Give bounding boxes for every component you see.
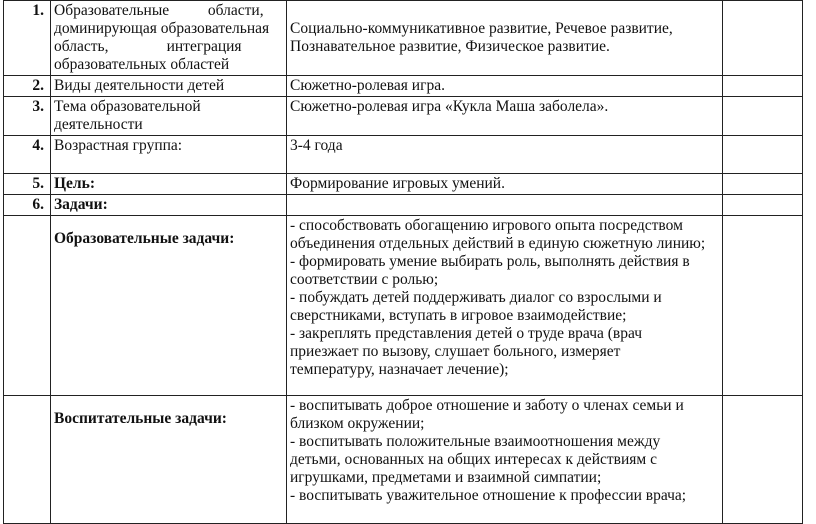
row-label [51,195,287,216]
label-line: деятельности [54,116,143,133]
empty-cell [4,216,51,396]
row-value: Сюжетно-ролевая игра «Кукла Маша заболела». [287,97,723,136]
empty-cell [287,195,723,216]
task-line: игрушками, предметами и взаимной симпатии; [290,469,602,486]
task-line: температуру, назначает лечение); [290,361,509,378]
task-line: - побуждать детей поддерживать диалог со взрослыми и [290,289,662,306]
table-row [4,216,803,396]
task-line: - формировать умение выбирать роль, выполнять действия в [290,253,690,270]
empty-cell [723,396,803,524]
row-number: 3. [4,97,51,136]
task-line: сверстниками, вступать в игровое взаимодействие; [290,307,627,324]
task-line: - закреплять представления детей о труде врача (врач [290,325,643,342]
row-value: 3-4 года [287,136,723,174]
edu-tasks-list [287,216,723,396]
empty-cell [4,396,51,524]
task-line: - способствовать обогащению игрового опыта посредством [290,217,683,234]
row-number: 1. [4,1,51,76]
row-value [287,1,723,76]
table-row [4,76,803,97]
empty-cell [723,216,803,396]
label-line: образовательных областей [54,56,230,73]
row-number: 6. [4,195,51,216]
empty-cell [723,136,803,174]
task-line: - воспитывать уважительное отношение к профессии врача; [290,487,687,504]
task-line: приезжает по вызову, слушает больного, измеряет [290,343,621,360]
row-label [51,216,287,396]
row-label: Возрастная группа: [51,136,287,174]
row-label [51,97,287,136]
task-line: детьми, основанных на общих интересах к действиям с [290,451,657,468]
vos-tasks-list [287,396,723,524]
empty-cell [723,195,803,216]
table-row [4,174,803,195]
vos-tasks-label: Воспитательные задачи: [54,410,227,427]
label-line: Тема образовательной [54,98,201,115]
task-line: - воспитывать положительные взаимоотношения между [290,433,661,450]
row-label [51,1,287,76]
task-line: - воспитывать доброе отношение и заботу о членах семьи и [290,397,684,414]
task-line: объединения отдельных действий в единую сюжетную линию; [290,235,706,252]
edu-tasks-label: Образовательные задачи: [54,230,235,247]
lesson-plan-table [3,0,803,524]
row-number: 2. [4,76,51,97]
task-line: близком окружении; [290,415,425,432]
table-row [4,1,803,76]
goal-label: Цель: [54,175,95,192]
row-label [51,396,287,524]
label-line: Образовательные области, [54,2,264,19]
task-line: соответствии с ролью; [290,271,439,288]
value-line: Социально-коммуникативное развитие, Речевое развитие, [290,20,673,37]
label-line: область, интеграция [54,38,242,55]
table-row [4,396,803,524]
row-number: 5. [4,174,51,195]
table-row [4,136,803,174]
table-row [4,195,803,216]
row-value: Формирование игровых умений. [287,174,723,195]
empty-cell [723,97,803,136]
row-number: 4. [4,136,51,174]
value-line: Познавательное развитие, Физическое развитие. [290,38,610,55]
row-label [51,174,287,195]
empty-cell [723,76,803,97]
empty-cell [723,174,803,195]
tasks-label: Задачи: [54,196,108,213]
row-value: Сюжетно-ролевая игра. [287,76,723,97]
empty-cell [723,1,803,76]
row-label: Виды деятельности детей [51,76,287,97]
label-line: доминирующая образовательная [54,20,270,37]
table-row [4,97,803,136]
